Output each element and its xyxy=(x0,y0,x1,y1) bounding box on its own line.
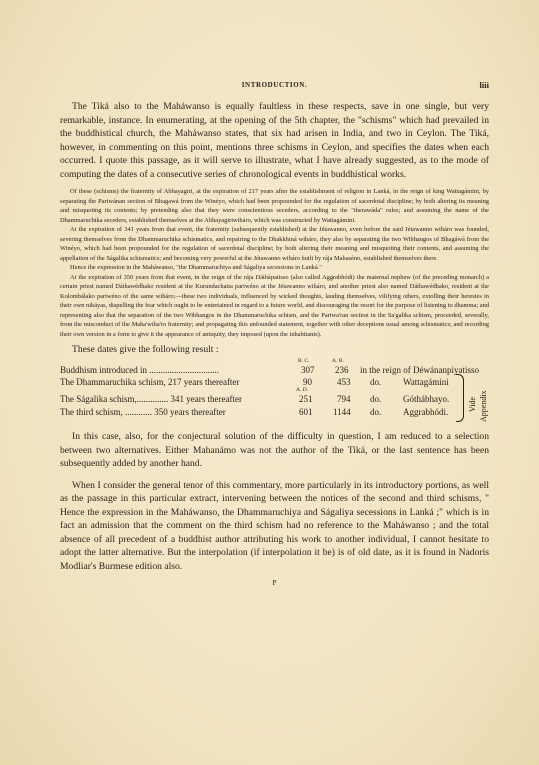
row-4-year: 601 xyxy=(299,407,313,417)
row-3-event: The Ságalika schism,.............. 341 years thereafter xyxy=(60,394,242,404)
dates-table xyxy=(60,358,489,424)
row-2-reign: Wattagámini xyxy=(403,377,449,387)
paragraph-1: The Tiká also to the Maháwanso is equally faultless in these respects, save in one single, but very remarkable, instance. In enumerating, at the opening of the 5th chapter, the "schisms" which had prevailed in the buddhistical church, the Maháwanso states, that six had arisen in India, and two in Ceylon. The Tiká, however, in commenting on this point, mentions three schisms in Ceylon, and specifies the dates when each occurred. I quote this passage, as it will serve to illustrate, what I have already suggested, as to the mode of computing the dates of a consecutive series of chronological events in buddhistical works. xyxy=(60,101,489,180)
row-1-reign: in the reign of Déwánanpiyatisso xyxy=(360,365,479,375)
appendix-label: Appendix xyxy=(479,390,488,422)
row-3-reign: Góthábhayo. xyxy=(403,394,450,404)
row-1-ab: 236 xyxy=(335,365,349,375)
quote-paragraph-2: At the expiration of 341 years from that event, the fraternity (subsequently established) at the Jétawanno, even before the said Jétawanno wiháro was founded, severing themselves from the Dhammaruchika schismatics, and repairing to the Dhakkhiná wiháro, they also by separating the two Wibhangos of Bhagáwá from the Winéyo, which had been propounded for the regulation of sacerdotal discipline; by both altering their meaning and misquoting their contents, and assuming the appellation of the Ságalika schismatics; and becoming very powerful at the Jétawanno wiháro built by rája Mahaséno, established themselves there. xyxy=(60,226,489,262)
signature-mark: P xyxy=(272,579,277,587)
header-bc: B. C. xyxy=(298,358,310,364)
row-4-reign: Aggrabhódi. xyxy=(403,407,449,417)
row-2-do: do. xyxy=(370,377,382,387)
row-2-ab: 453 xyxy=(337,377,351,387)
row-2-event: The Dhammaruchika schism, 217 years thereafter xyxy=(60,377,240,387)
running-header xyxy=(60,78,489,92)
page-number: liii xyxy=(479,80,489,90)
row-1-year: 307 xyxy=(301,365,315,375)
row-1-event: Buddhism introduced in ............................... xyxy=(60,365,219,375)
row-3-year: 251 xyxy=(299,394,313,404)
quote-paragraph-3: Hence the expression in the Maháwanso, "the Dhammaruchiya and Ságaliya secessions in Lanká." xyxy=(70,264,322,271)
row-3-do: do. xyxy=(370,394,382,404)
right-brace xyxy=(456,374,464,422)
row-4-do: do. xyxy=(370,407,382,417)
quote-paragraph-4: At the expiration of 350 years from that event, in the reign of the rája Dáthápatisso (also called Aggrabhódi) the maternal nephew (of the preceding monarch) a certain priest named Dáthawédhako resident at the Kurundachatta pariwéno at the Jétawanno wiháro, and another priest also named Dáthawédhako, resident at the Kolombálako pariwéno of the same wiháro;—these two individuals, influenced by wicked thoughts, lauding themselves, vilifying others, extolling their heresies in their own nikáyas, dispelling the fear which ought to be entertained in regard to a future world, and discouraging the resort for the purpose of listening to dhamma; and representing also that the separation of the two Wibhangos in the Dhammaruchika schism, and the Pariwa'ran section in the Sa'galika schism, proceeded, severally, from the misconduct of the Maha'wiha'ro fraternity; and propagating this unfounded statement, together with other deceptions usual among schismatics; and recording their own version in a form to give it the appearance of antiquity, they imposed (upon the inhabitants). xyxy=(60,273,489,338)
paragraph-2: In this case, also, for the conjectural solution of the difficulty in question, I am reduced to a selection between two alternatives. Either Mahanámo was not the author of the Tiká, or the last sentence has been subsequently added by another hand. xyxy=(60,431,489,469)
row-4-ab: 1144 xyxy=(333,407,351,417)
paragraph-3: When I consider the general tenor of this commentary, more particularly in its introductory portions, as well as the passage in this particular extract, intervening between the notices of the second and third schisms, " Hence the expression in the Maháwanso, the Dhammaruchiya and Ságaliya secessions in Lanká ;" which is in fact an admission that the comment on the third schism had no reference to the Maháwanso ; and the total absence of all precedent of a buddhist author attributing his work to another individual, I cannot hesitate to adopt the latter alternative. But the interpolation (if interpolation it be) is of old date, as it is found in Nadoris Modliar's Burmese edition also. xyxy=(60,479,489,572)
dates-intro: These dates give the following result : xyxy=(72,344,219,355)
running-title: INTRODUCTION. xyxy=(241,81,308,89)
header-ab: A. B. xyxy=(332,358,344,364)
row-2-year: 90 xyxy=(303,377,312,387)
quote-paragraph-1: Of these (schisms) the fraternity of Abhayagiri, at the expiration of 217 years after the establishment of religion in Lanká, in the reign of king Wattagámini, by separating the Pariwánan section of Bhagawá from the Winéyo, which had been propounded for the regulation of sacerdotal discipline; by both altering its meaning and misquoting its contents; by pretending also that they were conscientious seceders, according to the "therawáda" rules; and assuming the name of the Dhammaruchika seceders, established themselves at the Abhayagiriwiháro, which was constructed by Wattagámini. xyxy=(60,188,489,224)
header-ad: A. D. xyxy=(296,387,309,393)
vide-label: Vide xyxy=(468,396,477,412)
row-4-event: The third schism, ............ 350 years thereafter xyxy=(60,407,226,417)
vide-appendix-note xyxy=(468,376,490,422)
row-3-ab: 794 xyxy=(337,394,351,404)
